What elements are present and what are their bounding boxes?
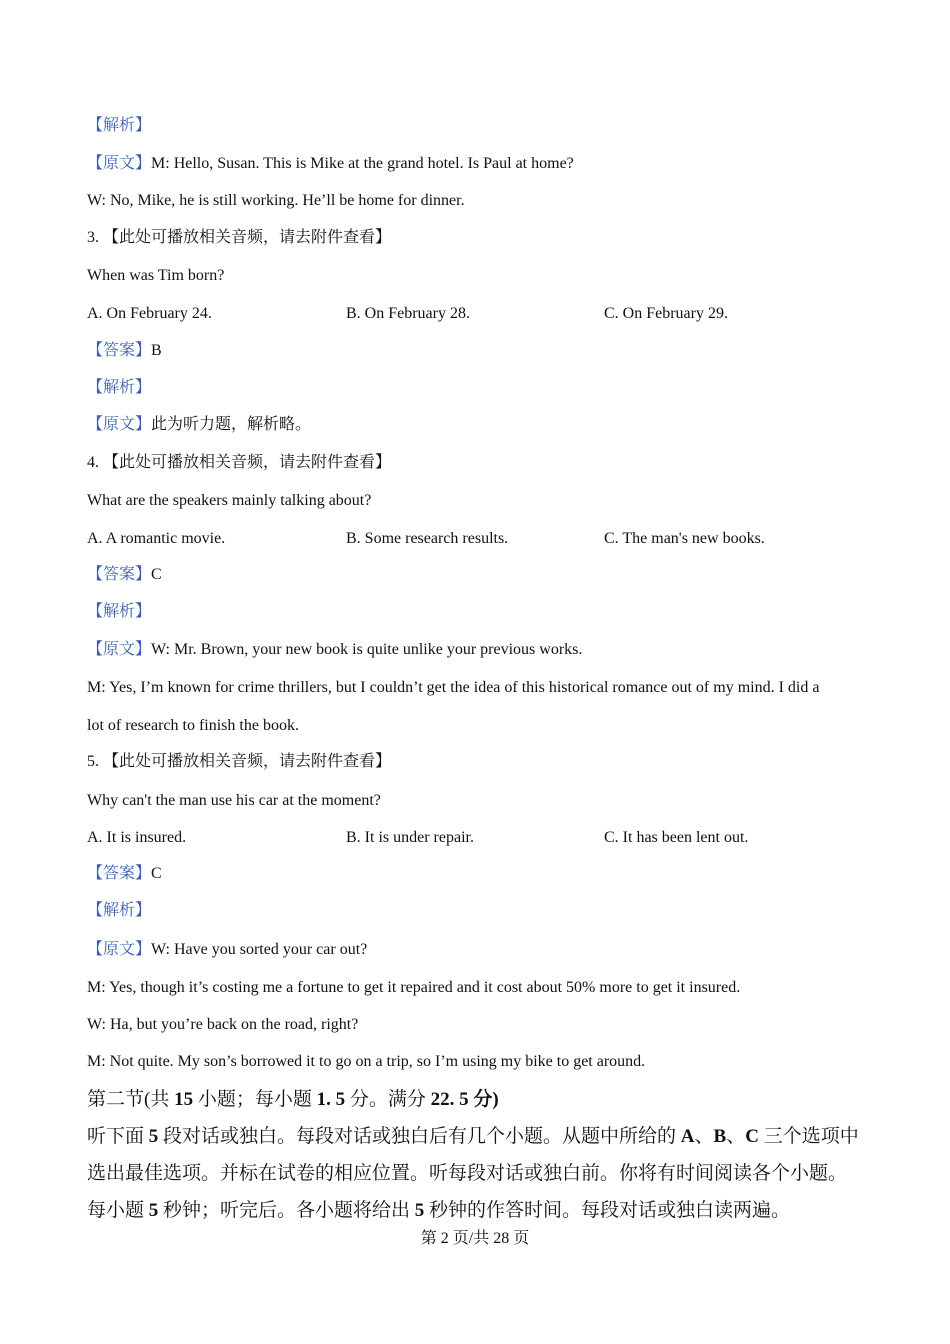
original-text-line [87, 154, 574, 174]
transcript-line: M: Yes, though it’s costing me a fortune to get it repaired and it cost about 50% more to get it insured. [87, 979, 741, 996]
analysis-label: 【解析】 [87, 902, 152, 919]
transcript-line: W: No, Mike, he is still working. He’ll be home for dinner. [87, 192, 465, 209]
answer-line [87, 341, 162, 361]
option-c: C. On February 29. [604, 305, 728, 322]
option-a: A. It is insured. [87, 829, 187, 846]
analysis-label: 【解析】 [87, 379, 152, 396]
answer-line [87, 565, 162, 585]
question-header: 3. 【此处可播放相关音频，请去附件查看】 [87, 229, 392, 246]
transcript-line: M: Not quite. My son’s borrowed it to go on a trip, so I’m using my bike to get around. [87, 1053, 646, 1070]
question-header: 5. 【此处可播放相关音频，请去附件查看】 [87, 753, 392, 770]
section-instructions-line: 选出最佳选项。并标在试卷的相应位置。听每段对话或独白前。你将有时间阅读各个小题。 [87, 1163, 848, 1184]
original-text: 此为听力题，解析略。 [151, 416, 312, 433]
question-text: When was Tim born? [87, 267, 225, 284]
transcript-line: W: Ha, but you’re back on the road, right? [87, 1016, 359, 1033]
original-text: W: Mr. Brown, your new book is quite unlike your previous works. [151, 641, 583, 658]
option-a: A. A romantic movie. [87, 530, 226, 547]
original-text-line [87, 940, 367, 960]
answer-label: 【答案】 [87, 865, 152, 882]
answer-value: C [151, 865, 162, 882]
option-c: C. It has been lent out. [604, 829, 749, 846]
answer-label: 【答案】 [87, 566, 152, 583]
original-label: 【原文】 [87, 941, 152, 958]
question-text: What are the speakers mainly talking about? [87, 492, 372, 509]
original-text: W: Have you sorted your car out? [151, 941, 368, 958]
transcript-line: lot of research to finish the book. [87, 717, 299, 734]
answer-value: B [151, 342, 162, 359]
original-text-line [87, 415, 311, 435]
answer-line [87, 864, 162, 884]
option-b: B. Some research results. [346, 530, 509, 547]
analysis-label: 【解析】 [87, 603, 152, 620]
section-title: 第二节(共 15 小题；每小题 1. 5 分。满分 22. 5 分) [87, 1089, 499, 1110]
question-text: Why can't the man use his car at the moment? [87, 792, 381, 809]
question-header: 4. 【此处可播放相关音频，请去附件查看】 [87, 454, 392, 471]
answer-label: 【答案】 [87, 342, 152, 359]
answer-value: C [151, 566, 162, 583]
original-label: 【原文】 [87, 155, 152, 172]
page-footer: 第 2 页/共 28 页 [420, 1230, 530, 1247]
option-b: B. On February 28. [346, 305, 470, 322]
option-a: A. On February 24. [87, 305, 212, 322]
original-text: M: Hello, Susan. This is Mike at the grand hotel. Is Paul at home? [151, 155, 574, 172]
original-label: 【原文】 [87, 416, 152, 433]
section-instructions-line: 听下面 5 段对话或独白。每段对话或独白后有几个小题。从题中所给的 A、B、C 三个选项中 [87, 1126, 859, 1147]
original-label: 【原文】 [87, 641, 152, 658]
section-instructions-line: 每小题 5 秒钟；听完后。各小题将给出 5 秒钟的作答时间。每段对话或独白读两遍。 [87, 1200, 791, 1221]
analysis-label: 【解析】 [87, 117, 152, 134]
original-text-line [87, 640, 582, 660]
option-b: B. It is under repair. [346, 829, 474, 846]
transcript-line: M: Yes, I’m known for crime thrillers, but I couldn’t get the idea of this historical romance out of my mind. I did a [87, 679, 820, 696]
option-c: C. The man's new books. [604, 530, 765, 547]
